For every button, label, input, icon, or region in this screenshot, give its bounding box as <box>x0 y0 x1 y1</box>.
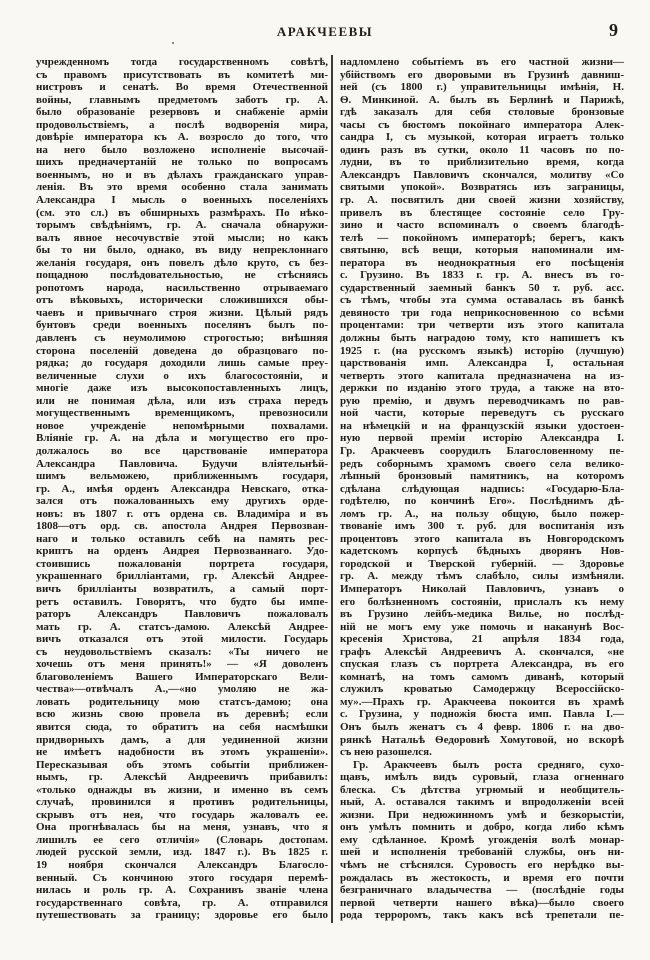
text-column-right <box>340 56 624 924</box>
text-line: блеска. Съ дѣтства угрюмый и необщитель- <box>340 783 624 796</box>
text-line: первой четверти нашего вѣка)—было своего <box>340 896 624 909</box>
text-line: графъ Алексѣй Андреевичъ А. скончался, «не <box>340 645 624 658</box>
text-line: гдѣ заказалъ для себя столовые бронзовые <box>340 106 624 119</box>
text-line: редъ соборнымъ храмомъ своего села велико- <box>340 457 624 470</box>
text-line: съ неудовольствіемъ сказалъ: «Ты ничего не <box>36 645 328 658</box>
text-line: святыми упокой». Возвратясь изъ заграницы, <box>340 181 624 194</box>
text-line: царствованія имп. Александра I, остальная <box>340 357 624 370</box>
text-line: стоившись пожалованія портрета государя, <box>36 557 328 570</box>
text-line: кадетскомъ корпусѣ бѣдныхъ дворянъ Нов- <box>340 545 624 558</box>
text-line: съ правомъ присутствовать въ комитетѣ ми- <box>36 68 328 81</box>
text-line: явится сюда, то обратитъ на себя насмѣшки <box>36 720 328 733</box>
text-line: Онъ былъ женатъ съ 4 февр. 1806 г. на дво- <box>340 720 624 733</box>
text-line: продовольствіемъ, а послѣ водворенія мира, <box>36 118 328 131</box>
text-line: или не понимая дѣла, или изъ страха передъ <box>36 394 328 407</box>
text-line: вичъ брилліанты возвратилъ, а самый порт- <box>36 582 328 595</box>
text-line: привелъ въ блестящее состояніе село Гру- <box>340 206 624 219</box>
text-line: чества»—отвѣчалъ А.,—«но умоляю не жа- <box>36 683 328 696</box>
text-line: святыню, всѣ вещи, которыя напоминали им- <box>340 244 624 257</box>
text-line: гр. А., имѣя орденъ Александра Невскаго, отка- <box>36 482 328 495</box>
text-line: хочешь отъ меня принять!» — «Я доволенъ <box>36 658 328 671</box>
text-line: рождалась въ жестокость, и время его почти <box>340 871 624 884</box>
text-line: четверть этого капитала предназначена на из- <box>340 369 624 382</box>
text-line: его болѣзненномъ состояніи, прислалъ къ нему <box>340 595 624 608</box>
text-line: Ѳ. Минкиной. А. былъ въ Берлинѣ и Парижѣ, <box>340 93 624 106</box>
text-line: гр. А. посвятилъ дни своей жизни хозяйству, <box>340 194 624 207</box>
text-line: шей и исполненія требованій службы, онъ ни- <box>340 846 624 859</box>
text-line: военнымъ, но и въ дѣлахъ гражданскаго управ- <box>36 168 328 181</box>
text-line: лишилъ ее сего отличія» (Словарь достопам. <box>36 833 328 846</box>
text-line: Александра Павловича. Будучи вліятельнѣй- <box>36 457 328 470</box>
text-line: ропотомъ народа, насильственно отрываемаго <box>36 281 328 294</box>
text-line: Александра I мысль о военныхъ поселеніяхъ <box>36 194 328 207</box>
text-line: часы съ бюстомъ покойнаго императора Алек- <box>340 118 624 131</box>
text-line: бы то ни было, однако, въ виду непреклоннаго <box>36 244 328 257</box>
text-line: процентами: три четверти изъ этого капитала <box>340 319 624 332</box>
text-line: людей русской земли, изд. 1847 г.). Въ 1825 г. <box>36 846 328 859</box>
text-line: съ тѣмъ, чтобы эта сумма оставалась въ банкѣ <box>340 294 624 307</box>
text-line: комнатѣ, на томъ самомъ диванѣ, который <box>340 670 624 683</box>
text-line: Вліяніе гр. А. на дѣла и могущество его про- <box>36 432 328 445</box>
text-line: спуская глазъ съ портрета Александра, въ его <box>340 658 624 671</box>
text-line: (см. это сл.) въ обширныхъ размѣрахъ. По нѣко- <box>36 206 328 219</box>
text-line: чѣмъ не стѣснялся. Суровость его нерѣдко вы- <box>340 859 624 871</box>
text-line: сандра I, съ музыкой, которая играетъ только <box>340 131 624 144</box>
text-line: ную первой преміи исторію Александра I. <box>340 432 624 445</box>
text-line: сторона поселеній доведена до образцоваго по- <box>36 344 328 357</box>
text-line: служилъ кроватью Самодержцу Всероссійско- <box>340 683 624 696</box>
text-line: ной части, которые переведутъ съ русскаго <box>340 407 624 420</box>
text-line: въ Грузино лейбъ-медика Вилье, но послѣд- <box>340 608 624 621</box>
text-line: Она прогнѣвалась бы на меня, узнавъ, что я <box>36 821 328 834</box>
text-line: кресенія Христова, 21 апрѣля 1834 года, <box>340 633 624 646</box>
text-column-left <box>36 56 328 924</box>
text-line: одинъ разъ въ сутки, около 11 часовъ по по- <box>340 143 624 156</box>
text-line: чаевъ и привычнаго строя жизни. Цѣлый рядъ <box>36 306 328 319</box>
text-line: рянкѣ Натальѣ Ѳедоровнѣ Хомутовой, но вскорѣ <box>340 733 624 746</box>
text-line: государственнаго совѣта, гр. А. отправился <box>36 896 328 909</box>
text-line: ней (съ 1800 г.) управительницы имѣнія, Н. <box>340 81 624 94</box>
text-line: шихъ предначертаній не только по вопросамъ <box>36 156 328 169</box>
text-line: нымъ, гр. Алексѣй Андреевичъ прибавилъ: <box>36 771 328 784</box>
text-line: валъ явное несочувствіе этой мысли; но какъ <box>36 231 328 244</box>
text-line: на него было возложено исполненіе высочай- <box>36 143 328 156</box>
text-line: му».—Прахъ гр. Аракчеева покоится въ храмѣ <box>340 695 624 708</box>
text-line: венный. Съ кончиною этого государя перемѣ- <box>36 871 328 884</box>
text-line: ретъ оставилъ. Говорятъ, что будто бы импе- <box>36 595 328 608</box>
text-line: скрывъ отъ нея, что государь жаловалъ ее. <box>36 808 328 821</box>
text-line: бунтовъ среди военныхъ поселянъ былъ по- <box>36 319 328 332</box>
text-line: лѣпный бронзовый памятникъ, на которомъ <box>340 470 624 483</box>
text-line: новое учрежденіе непомѣрными похвалами. <box>36 419 328 432</box>
text-line: было образованіе резервовъ и снабженіе арміи <box>36 106 328 119</box>
text-line: жизни. При недюжинномъ умѣ и безкорыстіи, <box>340 808 624 821</box>
text-line: путешествовать за границу; здоровье его было <box>36 909 328 922</box>
text-line: многіе даже изъ высокопоставленныхъ лицъ, <box>36 382 328 395</box>
text-line: зался отъ пожалованныхъ ему другихъ орде- <box>36 495 328 508</box>
text-line: сударственный заемный банкъ 50 т. руб. асс. <box>340 281 624 294</box>
text-line: девяносто три года неприкосновенною со всѣми <box>340 306 624 319</box>
text-line: пощадною послѣдовательностью, не стѣсняясь <box>36 269 328 282</box>
text-line: Гр. Аракчеевъ соорудилъ Благословенному пе- <box>340 444 624 457</box>
text-line: лудни, въ то приблизительно время, когда <box>340 156 624 169</box>
text-line: криптъ на орденъ Андрея Первозваннаго. Удо- <box>36 545 328 558</box>
text-line: безграничнаго владычества — (послѣдніе годы <box>340 884 624 897</box>
text-line: на нѣмецкій и на французскій языки удостоен- <box>340 419 624 432</box>
ink-speck <box>172 42 174 44</box>
page-number: 9 <box>609 20 618 40</box>
text-line: Гр. Аракчеевъ былъ роста средняго, сухо- <box>353 758 624 771</box>
text-line: телѣ — покойномъ императорѣ; берегъ, какъ <box>340 231 624 244</box>
page-title: АРАКЧЕЕВЫ <box>276 24 374 39</box>
text-line: Императоръ Николай Павловичъ, узнавъ о <box>340 582 624 595</box>
text-line: не имѣетъ надобности въ этомъ украшеніи». <box>36 746 328 759</box>
text-line: раторъ Александръ Павловичъ пожаловалъ <box>36 608 328 621</box>
text-line: 1808—отъ орд. св. апостола Андрея Первозван- <box>36 520 328 533</box>
text-line: нилась и роль гр. А. Сохранивъ званіе члена <box>36 884 328 897</box>
text-line: надломлено событіемъ въ его частной жизни— <box>340 56 624 68</box>
text-line: годѣтелю, по кончинѣ Его». Послѣднимъ дѣ- <box>340 495 624 508</box>
text-line: войны, главнымъ предметомъ заботъ гр. А. <box>36 93 328 106</box>
text-line: с. Грузина, у подножія бюста имп. Павла I.— <box>340 708 624 721</box>
text-line: украшеннаго брилліантами, гр. Алексѣй Андрее- <box>36 570 328 583</box>
text-line: всю жизнь свою провела въ деревнѣ; если <box>36 708 328 721</box>
text-line: случаѣ, провинился я противъ родительницы, <box>36 796 328 809</box>
text-line: рода терроромъ, такъ какъ всѣ трепетали пе- <box>340 909 624 922</box>
text-line: вичъ отказался отъ этой милости. Государь <box>36 633 328 646</box>
text-line: рую премію, и двумъ переводчикамъ по рав- <box>340 394 624 407</box>
text-line: давленъ съ неумолимою строгостью; внѣшняя <box>36 332 328 345</box>
text-line: ператора въ неоднократныя его посѣщенія <box>340 256 624 269</box>
text-line: новъ: въ 1807 г. отъ ордена св. Владиміра и въ <box>36 507 328 520</box>
text-line: ломъ гр. А., на пользу общую, было пожер- <box>340 507 624 520</box>
text-line: шимъ вельможею, приближеннымъ государя, <box>36 470 328 483</box>
text-line: ный, А. оставался такимъ и впродолженіи всей <box>340 796 624 809</box>
text-line: могущественнымъ временщикомъ, превозносили <box>36 407 328 420</box>
text-line: убійствомъ его дворовыми въ Грузинѣ давниш- <box>340 68 624 81</box>
text-line: Александръ Павловичъ скончался, молитву «Со <box>340 168 624 181</box>
text-line: торымъ свѣдѣніямъ, гр. А. сначала обнаружи- <box>36 219 328 232</box>
text-line: процентовъ этого капитала въ Новгородскомъ <box>340 532 624 545</box>
running-head <box>0 20 650 44</box>
text-line: сдѣлана слѣдующая надпись: «Государю-Бла- <box>340 482 624 495</box>
text-line: онъ умѣлъ помнить и добро, когда либо кѣмъ <box>340 821 624 834</box>
text-line: ему сдѣланное. Кромѣ угожденія волѣ монар- <box>340 833 624 846</box>
text-line: с. Грузино. Въ 1833 г. гр. А. внесъ въ го- <box>340 269 624 282</box>
text-line: 19 ноября скончался Александръ Благосло- <box>36 859 328 871</box>
text-line: величенные слухи о ихъ благосостояніи, и <box>36 369 328 382</box>
text-line: нистровъ и сенатѣ. Во время Отечественной <box>36 81 328 94</box>
text-line: ловать родительницу мою статсъ-дамою; она <box>36 695 328 708</box>
text-line: ній не могъ ему уже помочь и наканунѣ Вос- <box>340 620 624 633</box>
text-line: благоволеніемъ Вашего Императорскаго Вели- <box>36 670 328 683</box>
text-line: 1925 г. (на русскомъ языкѣ) исторію (лучшую) <box>340 344 624 357</box>
text-line: щавъ, имѣлъ видъ суровый, глаза огненнаго <box>340 771 624 784</box>
text-line: ленія. Въ это время особенно стала занимать <box>36 181 328 194</box>
text-line: должалось во все царствованіе императора <box>36 444 328 457</box>
text-line: должны быть наградою тому, кто напишетъ къ <box>340 332 624 345</box>
text-line: довѣріе императора къ А. возросло до того, что <box>36 131 328 144</box>
column-rule <box>331 55 333 923</box>
text-line: зино и часто вспоминалъ о своемъ благодѣ- <box>340 219 624 232</box>
text-line: съ нею разошелся. <box>340 746 432 759</box>
text-line: Пересказывая объ этомъ событіи приближен- <box>36 758 328 771</box>
text-line: учрежденномъ тогда государственномъ совѣтѣ, <box>36 56 328 68</box>
text-line: отъ вѣковыхъ, исторически сложившихся обы- <box>36 294 328 307</box>
text-line: «только однажды въ жизни, и именно въ семъ <box>36 783 328 796</box>
text-line: городской и Тверской губерній. — Здоровье <box>340 557 624 570</box>
text-line: желанія государя, онъ повелъ дѣло круто, съ без- <box>36 256 328 269</box>
text-line: гр. А. между тѣмъ слабѣло, силы измѣняли. <box>340 570 624 583</box>
text-line: мать гр. А. статсъ-дамою. Алексѣй Андрее- <box>36 620 328 633</box>
text-line: наго и только оставилъ себѣ на память рес- <box>36 532 328 545</box>
text-line: твованіе имъ 300 т. руб. для воспитанія изъ <box>340 520 624 533</box>
text-line: рядка; до государя доходили лишь самые преу- <box>36 357 328 370</box>
text-line: придворныхъ дамъ, а для уединенной жизни <box>36 733 328 746</box>
text-line: держки по изданію этого труда, а также на вто- <box>340 382 624 395</box>
